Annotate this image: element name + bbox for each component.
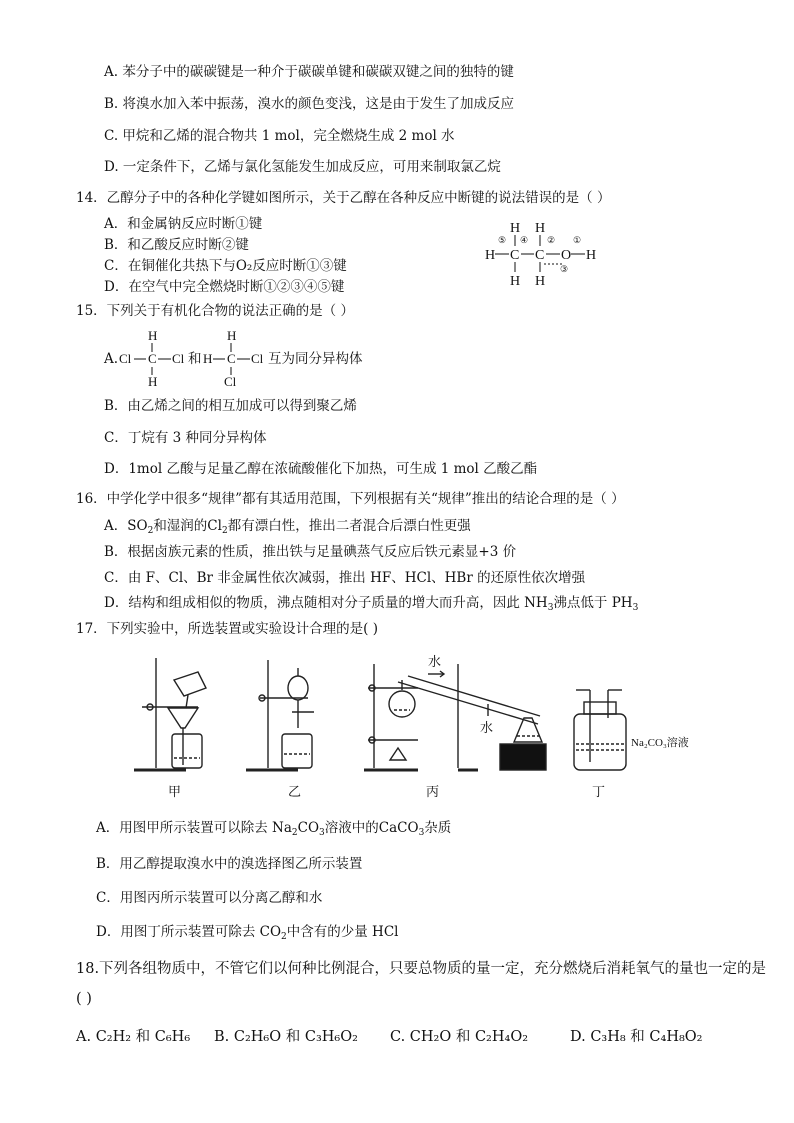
q13-option-a: A. 苯分子中的碳碳键是一种介于碳碳单键和碳碳双键之间的独特的键 [104, 64, 514, 80]
na2co3-solution-label: Na₂CO₃溶液 [631, 737, 689, 749]
q18-option-c: C. CH₂O 和 C₂H₄O₂ [390, 1029, 529, 1045]
q16-option-a: A．$SO_2$和湿润的$Cl_2$都有漂白性，推出二者混合后漂白性更强 [104, 518, 471, 536]
mol2-c: C [227, 351, 236, 366]
q17-option-c: C．用图丙所示装置可以分离乙醇和水 [96, 890, 323, 906]
mol2-cl-bottom: Cl [224, 374, 237, 389]
ethanol-structure-figure [478, 218, 608, 290]
ethanol-c1: C [510, 248, 520, 263]
q16-option-d: D．结构和组成相似的物质，沸点随相对分子质量的增大而升高，因此 $NH_3$沸点低于 $PH_3$ [104, 595, 639, 613]
label-bing: 丙 [426, 784, 440, 799]
q18-answer-paren: ( ) [76, 991, 92, 1007]
water-label-bottom: 水 [480, 720, 494, 735]
q18-option-a: A. C₂H₂ 和 C₆H₆ [76, 1029, 191, 1045]
q14-option-c: C．在铜催化共热下与O₂反应时断①③键 [104, 258, 347, 274]
q13-option-c: C. 甲烷和乙烯的混合物共 1 mol，完全燃烧生成 2 mol 水 [104, 128, 455, 144]
ethanol-h-left: H [485, 248, 496, 263]
q15-option-a-suffix: 互为同分异构体 [268, 351, 363, 367]
q17-option-d: D．用图丁所示装置可除去 $CO_2$中含有的少量 HCl [96, 924, 399, 942]
water-label-top: 水 [428, 654, 442, 669]
mol1-c: C [148, 351, 157, 366]
label-ding: 丁 [592, 784, 606, 799]
ethanol-h-top-2: H [535, 221, 546, 236]
bond-label-1: ① [573, 235, 582, 245]
q18-stem: 18.下列各组物质中，不管它们以何种比例混合，只要总物质的量一定，充分燃烧后消耗氧气的量也一定的是 [76, 961, 767, 977]
q16-stem: 16．中学化学中很多“规律”都有其适用范围，下列根据有关“规律”推出的结论合理的是（ ） [76, 491, 625, 507]
q15-option-d: D．1mol 乙酸与足量乙醇在浓硫酸催化下加热，可生成 1 mol 乙酸乙酯 [104, 461, 538, 477]
q14-option-a: A．和金属钠反应时断①键 [104, 216, 263, 232]
label-yi: 乙 [288, 784, 302, 799]
q14-stem: 14．乙醇分子中的各种化学键如图所示，关于乙醇在各种反应中断键的说法错误的是（ ） [76, 190, 611, 206]
ethanol-h-bottom-2: H [535, 274, 546, 289]
q17-option-b: B．用乙醇提取溴水中的溴选择图乙所示装置 [96, 856, 363, 872]
q13-option-b: B. 将溴水加入苯中振荡，溴水的颜色变浅，这是由于发生了加成反应 [104, 96, 515, 112]
bond-label-2: ② [547, 235, 556, 245]
q15-option-a-mid: 和 [188, 351, 202, 366]
mol1-h-bottom: H [148, 374, 158, 389]
mol1-h-top: H [148, 328, 158, 343]
q14-option-d: D．在空气中完全燃烧时断①②③④⑤键 [104, 279, 345, 295]
q13-option-d: D. 一定条件下，乙烯与氯化氢能发生加成反应，可用来制取氯乙烷 [104, 159, 501, 175]
q15-option-c: C．丁烷有 3 种同分异构体 [104, 430, 267, 446]
q18-option-b: B. C₂H₆O 和 C₃H₆O₂ [214, 1029, 358, 1045]
bond-label-4: ④ [520, 235, 529, 245]
ethanol-o: O [561, 248, 572, 263]
ethanol-h-right: H [586, 248, 597, 263]
q16-option-c: C．由 F、Cl、Br 非金属性依次减弱，推出 HF、HCl、HBr 的还原性依次增强 [104, 570, 586, 586]
q18-option-d: D. C₃H₈ 和 C₄H₈O₂ [570, 1029, 703, 1045]
apparatus-figure [128, 650, 698, 802]
q17-stem: 17．下列实验中，所选装置或实验设计合理的是( ) [76, 621, 379, 637]
ethanol-c2: C [535, 248, 545, 263]
q16-option-b: B．根据卤族元素的性质，推出铁与足量碘蒸气反应后铁元素显+3 价 [104, 544, 517, 560]
bond-label-3: ③ [560, 264, 569, 274]
q17-option-a: A．用图甲所示装置可以除去 $Na_2CO_3$溶液中的CaCO$_3$杂质 [96, 820, 452, 838]
mol2-cl-right: Cl [251, 351, 264, 366]
ethanol-h-top-1: H [510, 221, 521, 236]
q15-stem: 15．下列关于有机化合物的说法正确的是（ ） [76, 303, 354, 319]
mol1-cl-left: Cl [119, 351, 132, 366]
mol2-h-top: H [227, 328, 237, 343]
bond-label-5: ⑤ [498, 235, 507, 245]
q15-option-a-prefix: A. [104, 351, 119, 367]
mol2-h-left: H [203, 351, 213, 366]
label-jia: 甲 [168, 784, 182, 799]
mol1-cl-right: Cl [172, 351, 185, 366]
q15-option-b: B．由乙烯之间的相互加成可以得到聚乙烯 [104, 398, 357, 414]
q14-option-b: B．和乙酸反应时断②键 [104, 237, 249, 253]
ethanol-h-bottom-1: H [510, 274, 521, 289]
